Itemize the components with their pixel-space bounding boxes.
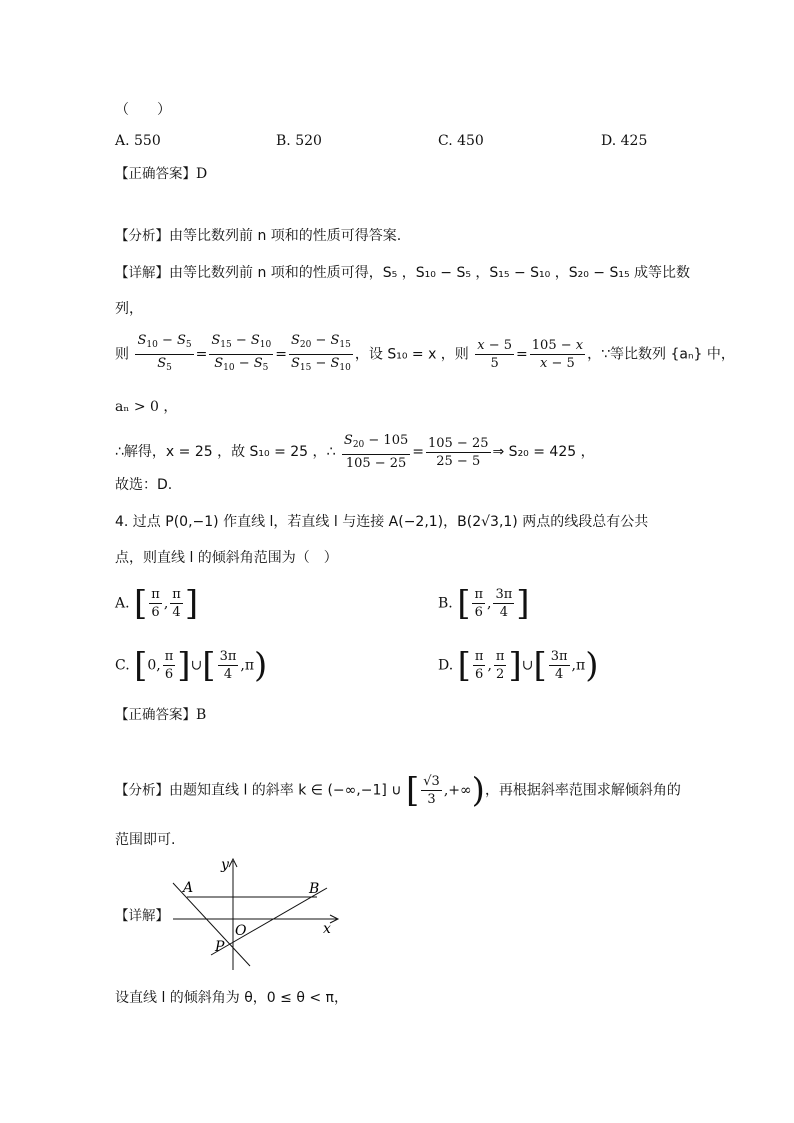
q3-detail-line1 [115, 263, 690, 283]
q4-option-b: B. [ $\frac{\pi}{6}$ , $\frac{3\pi}{4}$ ] [438, 583, 530, 624]
q3-detail-line2: 列， [115, 301, 143, 317]
q4-analysis: 【分析】由题知直线 l 的斜率 k ∈ (−∞,−1] ∪ [ $\frac{√3}{3}$ ,+∞)，再根据斜率范围求解倾斜角的 [115, 770, 681, 811]
line3-mid: ，设 S₁₀ = x ，则 [354, 346, 469, 363]
fraction-4: $\frac{x - 5}{5}$ [477, 338, 513, 371]
fraction-7: $\frac{105 - 25}{25 - 5}$ [427, 435, 489, 469]
line5-prefix: ∴解得，x = 25 ，故 S₁₀ = 25 ，∴ [115, 444, 336, 460]
q4-stem-line1: 4. 过点 P(0,−1) 作直线 l，若直线 l 与连接 A(−2,1)，B(2√3,1) 两点的线段总有公共 [115, 514, 649, 530]
q3-option-c: C. 450 [438, 133, 484, 149]
q4-option-a: A. [ $\frac{\pi}{6}$ , $\frac{\pi}{4}$ ] [115, 583, 199, 624]
fraction-1: $\frac{S_{10} - S_5}{S_5}$ [137, 333, 192, 373]
label-x: x [323, 921, 331, 937]
fraction-2: $\frac{S_{15} - S_{10}}{S_{10} - S_5}$ [211, 333, 272, 373]
q3-conclusion: 故选：D. [115, 477, 173, 493]
label-o: O [235, 923, 247, 939]
q3-answer [115, 164, 207, 184]
q3-option-b: B. 520 [276, 133, 322, 149]
q3-analysis [115, 226, 401, 246]
analysis-label: 【分析】 [115, 228, 169, 244]
q3-option-d: D. 425 [601, 133, 648, 149]
q3-detail-line3: 则 $\frac{S_{10} - S_5}{S_5}$ = $\frac{S_{15} - S_{10}}{S_{10} - S_5}$ = $\frac{S_{20} - S_{15}}{S_{15} - S_{10}}$ ，设 S₁₀ = x ，则 $\frac{x - 5}{5}$ = $\frac{105 - x}{x - 5}$ ，∵等比数列 {aₙ} 中， [115, 332, 735, 377]
analysis-text-post: ，再根据斜率范围求解倾斜角的 [484, 782, 681, 799]
line5-suffix: ⇒ S₂₀ = 425 ， [492, 444, 595, 460]
q4-answer [115, 705, 206, 725]
fraction-6: $\frac{S_{20} - 105}{105 - 25}$ [343, 433, 409, 471]
answer-label: 【正确答案】 [115, 166, 196, 182]
line3-suffix: ，∵等比数列 {aₙ} 中， [587, 346, 735, 363]
q3-option-a: A. 550 [115, 133, 161, 149]
fraction-5: $\frac{105 - x}{x - 5}$ [531, 338, 584, 371]
q4-option-c: C. [0, $\frac{\pi}{6}$ ]∪[ $\frac{3\pi}{4}$ ,π) [115, 645, 268, 686]
q4-last-line: 设直线 l 的倾斜角为 θ，0 ≤ θ < π， [115, 990, 348, 1006]
line-pb [211, 888, 327, 955]
detail-label: 【详解】 [115, 265, 169, 281]
q4-analysis-line2: 范围即可. [115, 832, 176, 848]
q3-detail-line5: ∴解得，x = 25 ，故 S₁₀ = 25 ，∴ $\frac{S_{20} - 105}{105 - 25}$ = $\frac{105 - 25}{25 - 5}$ ⇒ S₂₀ = 425 ， [115, 433, 595, 471]
coordinate-figure [165, 855, 345, 975]
answer-label: 【正确答案】 [115, 707, 196, 723]
answer-value: B [196, 707, 207, 723]
fraction-3: $\frac{S_{20} - S_{15}}{S_{15} - S_{10}}$ [290, 333, 351, 373]
q4-option-d: D. [ $\frac{\pi}{6}$ , $\frac{\pi}{2}$ ]∪[ $\frac{3\pi}{4}$ ,π) [438, 645, 599, 686]
detail-text: 由等比数列前 n 项和的性质可得，S₅ ，S₁₀ − S₅ ，S₁₅ − S₁₀ ，S₂₀ − S₁₅ 成等比数 [169, 265, 691, 281]
label-a: A [183, 880, 194, 896]
q3-answer-paren: （ ） [115, 102, 171, 118]
answer-value: D [196, 166, 208, 182]
analysis-label: 【分析】 [115, 782, 169, 799]
q4-detail-label: 【详解】 [115, 908, 169, 924]
line3-prefix: 则 [115, 346, 129, 363]
label-y: y [221, 857, 229, 873]
analysis-text-pre: 由题知直线 l 的斜率 k ∈ (−∞,−1] ∪ [169, 782, 402, 799]
label-p: P [215, 939, 225, 955]
analysis-text: 由等比数列前 n 项和的性质可得答案. [169, 228, 402, 244]
q3-detail-line4: aₙ > 0 ， [115, 399, 178, 415]
q4-stem-line2: 点，则直线 l 的倾斜角范围为（ ） [115, 550, 338, 566]
label-b: B [309, 881, 320, 897]
